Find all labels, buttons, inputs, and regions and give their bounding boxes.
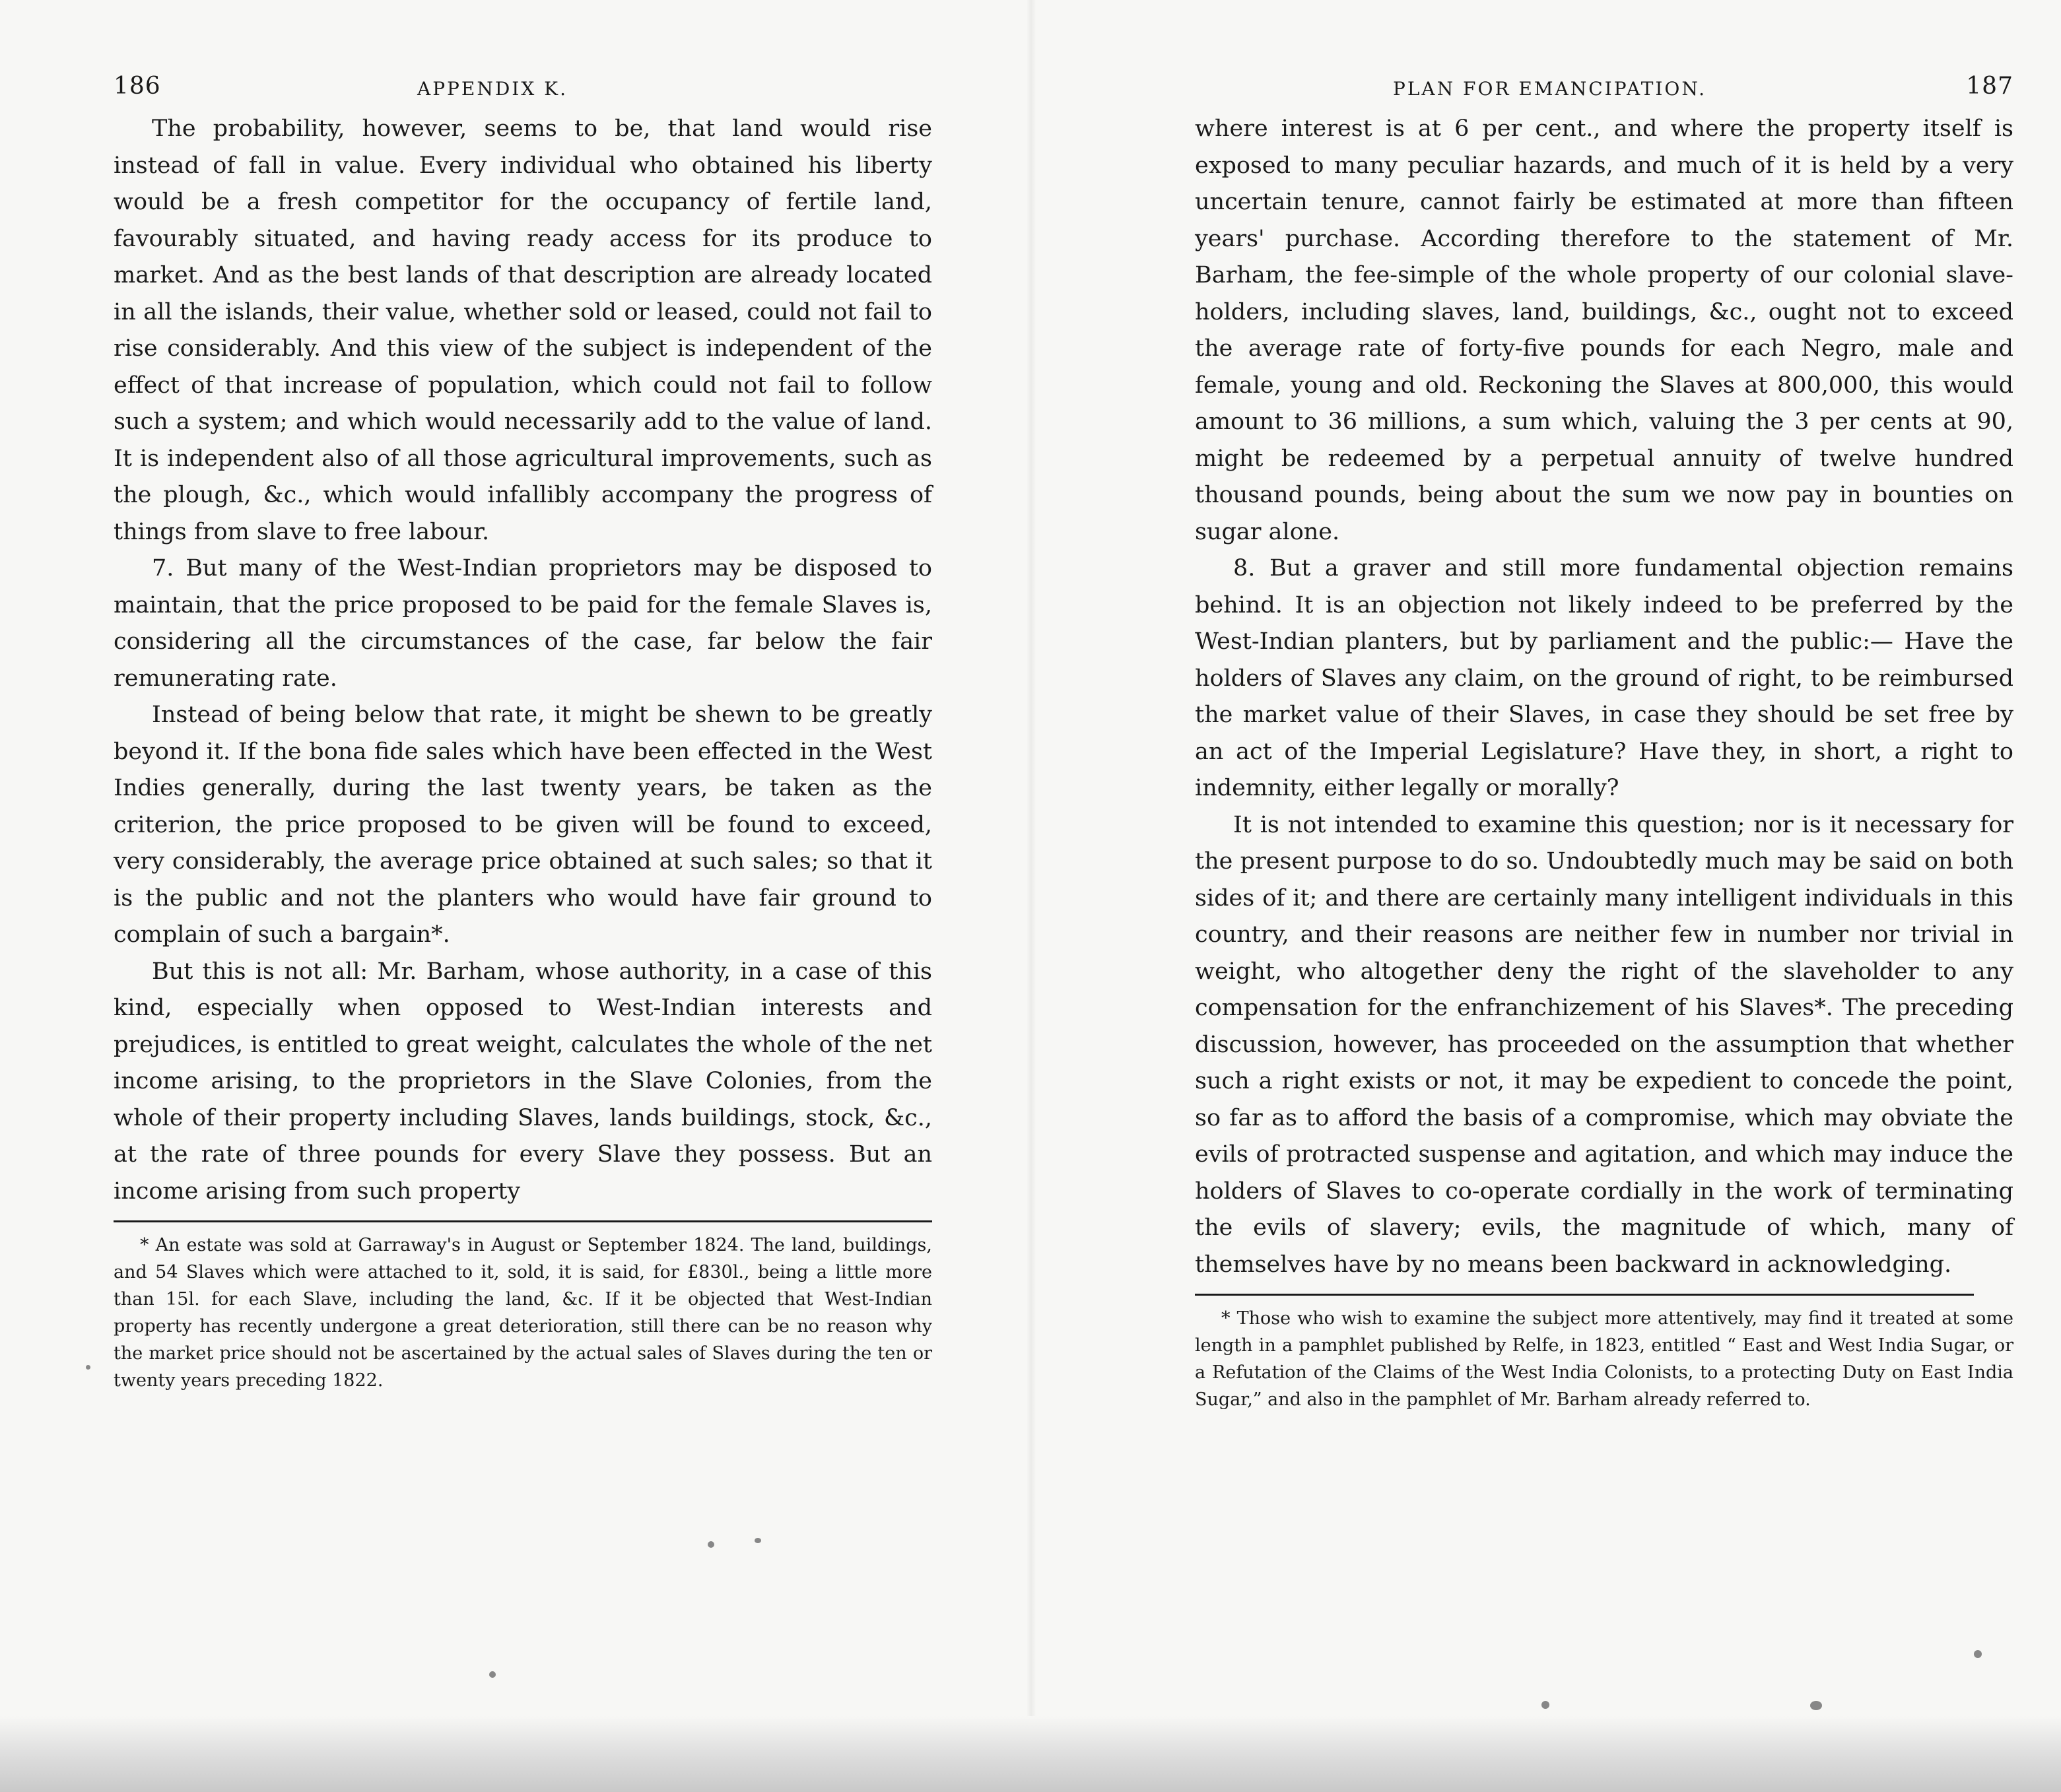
scan-speck [86,1365,90,1370]
right-paragraph-3: It is not intended to examine this question; nor is it necessary for the present purpose to do so. Undoubtedly much may be said on both sides of it; and there are certainly many intelligent individuals in this country, and their reasons are neither few in number nor trivial in weight, who altogether deny the right of the slaveholder to any compensation for the enfranchizement of his Slaves*. The preceding discussion, however, has proceeded on the assumption that whether such a right exists or not, it may be expedient to concede the point, so far as to afford the basis of a compromise, which may obviate the evils of protracted suspense and agitation, and which may induce the holders of Slaves to co-operate cordially in the work of terminating the evils of slavery; evils, the magnitude of which, many of themselves have by no means been backward in acknowledging. [1195,811,2013,1278]
right-body-text [1195,111,2013,1283]
left-paragraph-2: 7. But many of the West-Indian proprietors may be disposed to maintain, that the price proposed to be paid for the female Slaves is, considering all the circumstances of the case, far below the fair remunerating rate. [114,555,932,692]
left-running-head [114,73,932,110]
right-running-head [1195,73,2013,110]
book-gutter [1027,0,1036,1716]
scan-speck [489,1671,496,1678]
left-footnote: * An estate was sold at Garraway's in August or September 1824. The land, buildings, and 54 Slaves which were attached to it, sold, it is said, for £830l., being a little more than 15l. for each Slave, including the land, &c. If it be objected that West-Indian property has recently undergone a great deterioration, still there can be no reason why the market price should not be ascertained by the actual sales of Slaves during the ten or twenty years preceding 1822. [114,1235,932,1391]
scan-speck [1974,1650,1982,1658]
right-running-title: PLAN FOR EMANCIPATION. [1393,78,1706,100]
scan-speck [708,1541,714,1548]
right-page-number: 187 [1966,73,2013,100]
scanner-bed-edge [0,1716,2061,1792]
right-page [1195,73,2013,1413]
right-footnote-rule [1195,1294,1974,1296]
right-paragraph-1: where interest is at 6 per cent., and where the property itself is exposed to many peculiar hazards, and much of it is held by a very uncertain tenure, cannot fairly be estimated at more than fifteen years' purchase. According therefore to the statement of Mr. Barham, the fee-simple of the whole property of our colonial slave-holders, including slaves, land, buildings, &c., ought not to exceed the average rate of forty-five pounds for each Negro, male and female, young and old. Reckoning the Slaves at 800,000, this would amount to 36 millions, a sum which, valuing the 3 per cents at 90, might be redeemed by a perpetual annuity of twelve hundred thousand pounds, being about the sum we now pay in bounties on sugar alone. [1195,116,2013,545]
scan-speck [1541,1701,1549,1709]
left-page-number: 186 [114,73,161,100]
right-paragraph-2: 8. But a graver and still more fundamental objection remains behind. It is an objection not likely indeed to be preferred by the West-Indian planters, but by parliament and the public:— Have the holders of Slaves any claim, on the ground of right, to be reimbursed the market value of their Slaves, in case they should be set free by an act of the Imperial Legislature? Have they, in short, a right to indemnity, either legally or morally? [1195,555,2013,801]
left-body-text [114,111,932,1210]
left-paragraph-4: But this is not all: Mr. Barham, whose authority, in a case of this kind, especially when opposed to West-Indian interests and prejudices, is entitled to great weight, calculates the whole of the net income arising, to the proprietors in the Slave Colonies, from the whole of their property including Slaves, lands buildings, stock, &c., at the rate of three pounds for every Slave they possess. But an income arising from such property [114,958,932,1205]
left-footnote-rule [114,1220,932,1222]
left-paragraph-1: The probability, however, seems to be, that land would rise instead of fall in value. Every individual who obtained his liberty would be a fresh competitor for the occupancy of fertile land, favourably situated, and having ready access for its produce to market. And as the best lands of that description are already located in all the islands, their value, whether sold or leased, could not fail to rise considerably. And this view of the subject is independent of the effect of that increase of population, which could not fail to follow such a system; and which would necessarily add to the value of land. It is independent also of all those agricultural improvements, such as the plough, &c., which would infallibly accompany the progress of things from slave to free labour. [114,116,932,545]
left-page [114,73,932,1394]
scan-speck [1810,1701,1822,1710]
left-running-title: APPENDIX K. [417,78,568,100]
right-footnote: * Those who wish to examine the subject more attentively, may find it treated at some length in a pamphlet published by Relfe, in 1823, entitled “ East and West India Sugar, or a Refutation of the Claims of the West India Colonists, to a protecting Duty on East India Sugar,” and also in the pamphlet of Mr. Barham already referred to. [1195,1308,2013,1410]
scan-speck [755,1538,761,1543]
left-paragraph-3: Instead of being below that rate, it might be shewn to be greatly beyond it. If the bona fide sales which have been effected in the West Indies generally, during the last twenty years, be taken as the criterion, the price proposed to be given will be found to exceed, very considerably, the average price obtained at such sales; so that it is the public and not the planters who would have fair ground to complain of such a bargain*. [114,702,932,948]
